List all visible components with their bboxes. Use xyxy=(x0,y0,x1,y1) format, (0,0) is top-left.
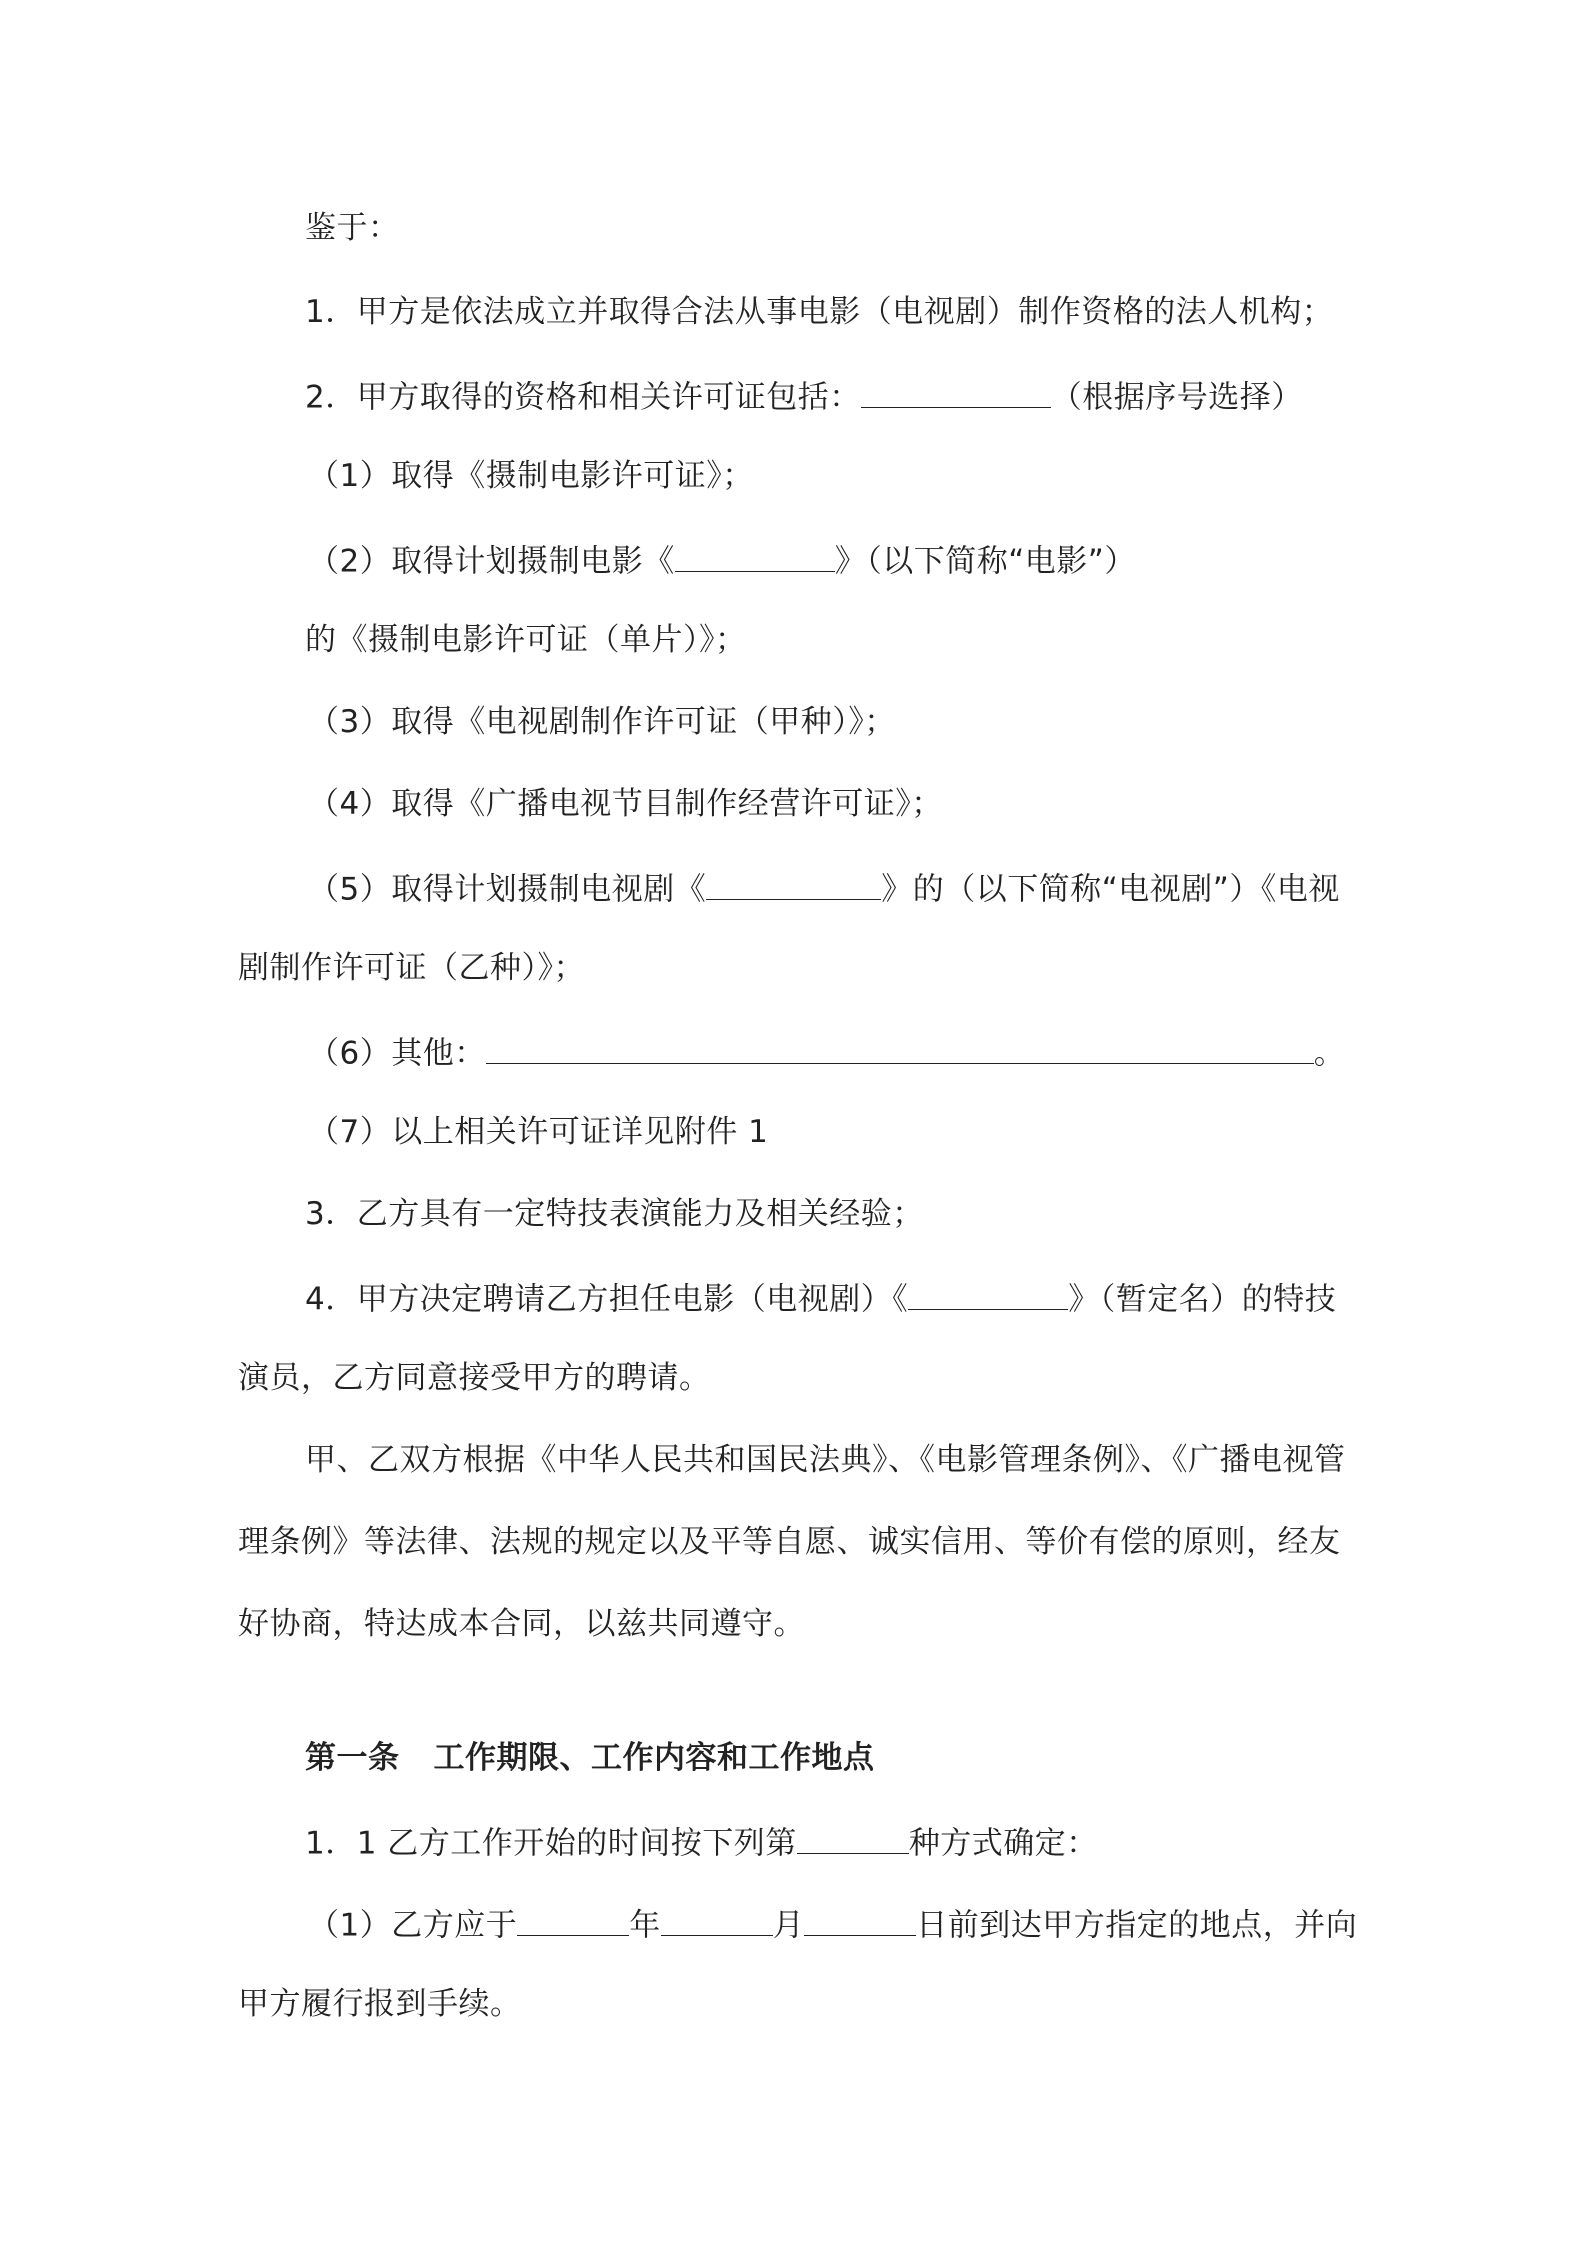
license-item-2-text: （2）取得计划摄制电影《 xyxy=(308,543,675,580)
article-1-title: 工作期限、工作内容和工作地点 xyxy=(433,1740,875,1776)
license-item-6-text: （6）其他： xyxy=(308,1035,486,1072)
preamble-line-1: 甲、乙双方根据《中华人民共和国民法典》、《电影管理条例》、《广播电视管 xyxy=(305,1442,1346,1478)
clause-1-1-end: 种方式确定： xyxy=(908,1825,1098,1862)
month-blank[interactable] xyxy=(661,1902,773,1936)
clause-1-1-option-1 xyxy=(308,1902,1357,1942)
license-item-4: （4）取得《广播电视节目制作经营许可证》； xyxy=(308,786,943,822)
clause-1-1-text: 1．1 乙方工作开始的时间按下列第 xyxy=(305,1825,797,1862)
article-1-heading xyxy=(305,1738,875,1778)
license-item-5-note: 》的（以下简称“电视剧”）《电视 xyxy=(881,871,1340,908)
intro-label: 鉴于： xyxy=(305,210,400,246)
license-item-5-cont: 剧制作许可证（乙种）》； xyxy=(238,950,585,986)
recital-3: 3．乙方具有一定特技表演能力及相关经验； xyxy=(305,1196,924,1232)
option-1-text: （1）乙方应于 xyxy=(308,1907,518,1944)
film-title-blank[interactable] xyxy=(675,538,835,572)
clause-1-1-option-1-cont: 甲方履行报到手续。 xyxy=(238,1986,522,2022)
clause-1-1 xyxy=(305,1820,1098,1860)
day-blank[interactable] xyxy=(804,1902,916,1936)
license-blank[interactable] xyxy=(861,374,1051,408)
license-item-6 xyxy=(308,1030,1345,1070)
article-1-number: 第一条 xyxy=(305,1740,400,1776)
recital-4 xyxy=(305,1276,1336,1316)
license-item-2 xyxy=(308,538,1136,578)
recital-4-cont: 演员，乙方同意接受甲方的聘请。 xyxy=(238,1360,711,1396)
year-label: 年 xyxy=(629,1907,661,1944)
preamble-line-2: 理条例》等法律、法规的规定以及平等自愿、诚实信用、等价有偿的原则，经友 xyxy=(238,1524,1341,1560)
license-item-7: （7）以上相关许可证详见附件 1 xyxy=(308,1114,769,1150)
method-number-blank[interactable] xyxy=(797,1820,909,1854)
license-item-5 xyxy=(308,866,1340,906)
recital-4-note: 》（暂定名）的特技 xyxy=(1068,1281,1337,1318)
recital-2 xyxy=(305,374,1303,414)
month-label: 月 xyxy=(772,1907,805,1944)
recital-4-text: 4．甲方决定聘请乙方担任电影（电视剧）《 xyxy=(305,1281,909,1318)
production-title-blank[interactable] xyxy=(908,1276,1068,1310)
license-item-1: （1）取得《摄制电影许可证》； xyxy=(308,458,754,494)
license-item-6-end: 。 xyxy=(1313,1035,1346,1072)
recital-2-note: （根据序号选择） xyxy=(1050,379,1303,416)
license-item-5-text: （5）取得计划摄制电视剧《 xyxy=(308,871,707,908)
year-blank[interactable] xyxy=(517,1902,629,1936)
license-item-2-cont: 的《摄制电影许可证（单片）》； xyxy=(305,622,747,658)
license-item-2-note: 》（以下简称“电影”） xyxy=(834,543,1136,580)
recital-2-text: 2．甲方取得的资格和相关许可证包括： xyxy=(305,379,861,416)
preamble-line-3: 好协商，特达成本合同，以兹共同遵守。 xyxy=(238,1606,805,1642)
recital-1: 1．甲方是依法成立并取得合法从事电影（电视剧）制作资格的法人机构； xyxy=(305,294,1334,330)
other-license-blank[interactable] xyxy=(486,1030,1314,1064)
tv-title-blank[interactable] xyxy=(706,866,881,900)
option-1-end: 日前到达甲方指定的地点，并向 xyxy=(916,1907,1358,1944)
license-item-3: （3）取得《电视剧制作许可证（甲种）》； xyxy=(308,704,896,740)
